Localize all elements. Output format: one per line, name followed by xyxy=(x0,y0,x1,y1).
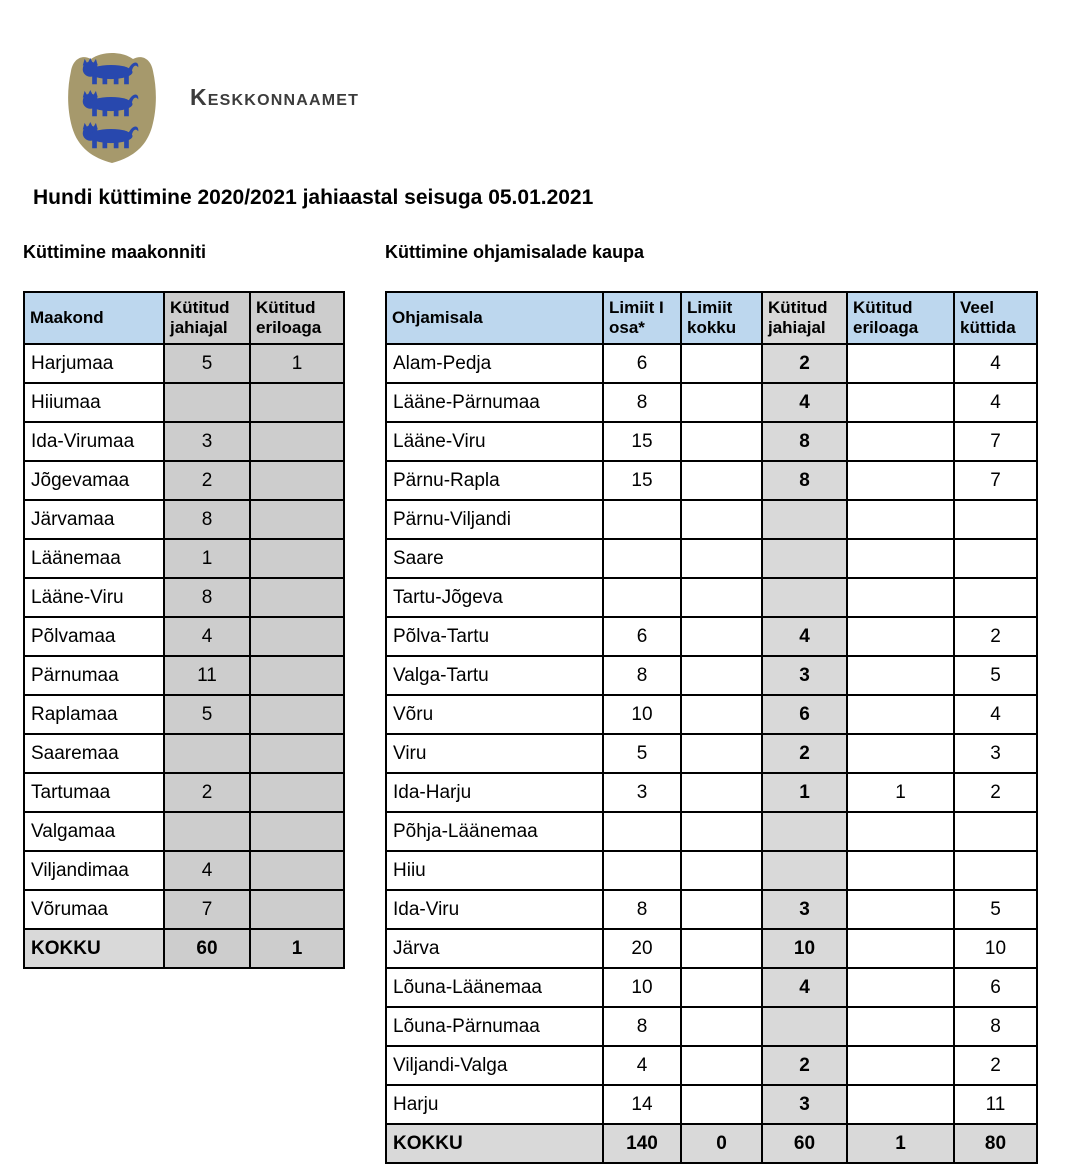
area-row xyxy=(386,500,1037,539)
area-table-heading: Küttimine ohjamisalade kaupa xyxy=(385,242,645,262)
county-total-label: KOKKU xyxy=(24,929,164,968)
area-limiit-i-cell xyxy=(603,851,681,890)
area-limiit-i-cell: 10 xyxy=(603,695,681,734)
area-eriloaga-cell xyxy=(847,344,954,383)
area-total-veel-kuttida: 80 xyxy=(954,1124,1037,1163)
area-veel-kuttida-cell xyxy=(954,539,1037,578)
area-limiit-kokku-cell xyxy=(681,656,762,695)
area-row xyxy=(386,461,1037,500)
area-veel-kuttida-cell: 3 xyxy=(954,734,1037,773)
county-row xyxy=(24,461,344,500)
area-limiit-kokku-cell xyxy=(681,812,762,851)
area-limiit-i-cell xyxy=(603,500,681,539)
area-row xyxy=(386,890,1037,929)
area-limiit-i-cell: 8 xyxy=(603,656,681,695)
area-limiit-i-cell xyxy=(603,812,681,851)
county-row xyxy=(24,344,344,383)
area-eriloaga-cell xyxy=(847,812,954,851)
area-limiit-i-cell: 15 xyxy=(603,422,681,461)
area-name-cell: Hiiu xyxy=(386,851,603,890)
area-limiit-kokku-cell xyxy=(681,773,762,812)
area-limiit-i-cell: 8 xyxy=(603,890,681,929)
county-name-cell: Põlvamaa xyxy=(24,617,164,656)
area-limiit-i-cell: 6 xyxy=(603,617,681,656)
area-veel-kuttida-cell: 2 xyxy=(954,773,1037,812)
area-limiit-kokku-cell xyxy=(681,1007,762,1046)
area-limiit-kokku-cell xyxy=(681,344,762,383)
county-total-eriloaga: 1 xyxy=(250,929,344,968)
area-row xyxy=(386,695,1037,734)
county-jahiajal-cell: 4 xyxy=(164,617,250,656)
area-row xyxy=(386,812,1037,851)
area-row xyxy=(386,539,1037,578)
area-eriloaga-cell xyxy=(847,1007,954,1046)
area-veel-kuttida-cell xyxy=(954,851,1037,890)
area-limiit-i-cell: 5 xyxy=(603,734,681,773)
area-veel-kuttida-cell: 5 xyxy=(954,890,1037,929)
area-limiit-kokku-cell xyxy=(681,461,762,500)
area-limiit-kokku-cell xyxy=(681,617,762,656)
area-jahiajal-cell: 3 xyxy=(762,890,847,929)
area-name-cell: Harju xyxy=(386,1085,603,1124)
county-name-cell: Tartumaa xyxy=(24,773,164,812)
area-row xyxy=(386,968,1037,1007)
area-row xyxy=(386,344,1037,383)
county-name-cell: Ida-Virumaa xyxy=(24,422,164,461)
column-header-kutitud-jahiajal: Kütitud jahiajal xyxy=(762,292,847,344)
area-jahiajal-cell xyxy=(762,500,847,539)
area-jahiajal-cell: 8 xyxy=(762,461,847,500)
county-eriloaga-cell: 1 xyxy=(250,344,344,383)
county-name-cell: Valgamaa xyxy=(24,812,164,851)
county-name-cell: Lääne-Viru xyxy=(24,578,164,617)
county-jahiajal-cell: 2 xyxy=(164,773,250,812)
area-total-limiit-kokku: 0 xyxy=(681,1124,762,1163)
county-header-row xyxy=(24,292,344,344)
area-limiit-kokku-cell xyxy=(681,929,762,968)
area-veel-kuttida-cell xyxy=(954,500,1037,539)
county-row xyxy=(24,578,344,617)
area-total-eriloaga: 1 xyxy=(847,1124,954,1163)
area-limiit-kokku-cell xyxy=(681,1046,762,1085)
area-total-jahiajal: 60 xyxy=(762,1124,847,1163)
area-row xyxy=(386,422,1037,461)
county-jahiajal-cell: 8 xyxy=(164,578,250,617)
area-eriloaga-cell xyxy=(847,1085,954,1124)
area-name-cell: Põlva-Tartu xyxy=(386,617,603,656)
area-eriloaga-cell xyxy=(847,851,954,890)
county-jahiajal-cell: 2 xyxy=(164,461,250,500)
area-row xyxy=(386,851,1037,890)
area-eriloaga-cell xyxy=(847,461,954,500)
column-header-ohjamisala: Ohjamisala xyxy=(386,292,603,344)
area-row xyxy=(386,929,1037,968)
area-limiit-kokku-cell xyxy=(681,890,762,929)
column-header-kutitud-eriloaga: Kütitud eriloaga xyxy=(847,292,954,344)
county-row xyxy=(24,656,344,695)
area-limiit-i-cell: 3 xyxy=(603,773,681,812)
county-jahiajal-cell: 11 xyxy=(164,656,250,695)
county-eriloaga-cell xyxy=(250,383,344,422)
area-veel-kuttida-cell: 8 xyxy=(954,1007,1037,1046)
area-eriloaga-cell xyxy=(847,500,954,539)
county-jahiajal-cell: 4 xyxy=(164,851,250,890)
org-name: Keskkonnaamet xyxy=(190,84,360,110)
area-name-cell: Lääne-Viru xyxy=(386,422,603,461)
county-eriloaga-cell xyxy=(250,734,344,773)
county-jahiajal-cell: 7 xyxy=(164,890,250,929)
area-jahiajal-cell: 6 xyxy=(762,695,847,734)
area-row xyxy=(386,734,1037,773)
area-jahiajal-cell xyxy=(762,851,847,890)
area-limiit-i-cell xyxy=(603,578,681,617)
area-name-cell: Ida-Harju xyxy=(386,773,603,812)
county-jahiajal-cell: 5 xyxy=(164,695,250,734)
county-name-cell: Pärnumaa xyxy=(24,656,164,695)
column-header-veel-kuttida: Veel küttida xyxy=(954,292,1037,344)
area-limiit-i-cell: 8 xyxy=(603,383,681,422)
county-row xyxy=(24,851,344,890)
area-limiit-i-cell xyxy=(603,539,681,578)
county-name-cell: Võrumaa xyxy=(24,890,164,929)
county-row xyxy=(24,617,344,656)
area-name-cell: Valga-Tartu xyxy=(386,656,603,695)
county-eriloaga-cell xyxy=(250,500,344,539)
area-name-cell: Pärnu-Rapla xyxy=(386,461,603,500)
area-limiit-kokku-cell xyxy=(681,383,762,422)
area-limiit-kokku-cell xyxy=(681,968,762,1007)
area-total-limiit-i: 140 xyxy=(603,1124,681,1163)
column-header-kutitud-eriloaga: Kütitud eriloaga xyxy=(250,292,344,344)
county-name-cell: Jõgevamaa xyxy=(24,461,164,500)
area-veel-kuttida-cell: 4 xyxy=(954,344,1037,383)
area-jahiajal-cell: 4 xyxy=(762,617,847,656)
area-veel-kuttida-cell: 5 xyxy=(954,656,1037,695)
area-name-cell: Lõuna-Läänemaa xyxy=(386,968,603,1007)
area-eriloaga-cell xyxy=(847,539,954,578)
county-eriloaga-cell xyxy=(250,422,344,461)
area-jahiajal-cell xyxy=(762,578,847,617)
county-row xyxy=(24,500,344,539)
county-row xyxy=(24,734,344,773)
area-veel-kuttida-cell: 4 xyxy=(954,695,1037,734)
area-veel-kuttida-cell xyxy=(954,812,1037,851)
area-jahiajal-cell: 2 xyxy=(762,734,847,773)
column-header-maakond: Maakond xyxy=(24,292,164,344)
area-limiit-kokku-cell xyxy=(681,851,762,890)
area-limiit-i-cell: 8 xyxy=(603,1007,681,1046)
county-jahiajal-cell xyxy=(164,383,250,422)
area-veel-kuttida-cell: 4 xyxy=(954,383,1037,422)
area-jahiajal-cell: 3 xyxy=(762,1085,847,1124)
area-limiit-kokku-cell xyxy=(681,1085,762,1124)
county-row xyxy=(24,890,344,929)
area-header-row xyxy=(386,292,1037,344)
area-limiit-i-cell: 15 xyxy=(603,461,681,500)
area-eriloaga-cell xyxy=(847,422,954,461)
county-table-heading: Küttimine maakonniti xyxy=(23,242,207,262)
county-row xyxy=(24,383,344,422)
area-veel-kuttida-cell: 2 xyxy=(954,1046,1037,1085)
county-eriloaga-cell xyxy=(250,539,344,578)
county-eriloaga-cell xyxy=(250,773,344,812)
county-jahiajal-cell: 5 xyxy=(164,344,250,383)
area-limiit-kokku-cell xyxy=(681,422,762,461)
county-total-row xyxy=(24,929,344,968)
county-name-cell: Raplamaa xyxy=(24,695,164,734)
county-eriloaga-cell xyxy=(250,890,344,929)
area-limiit-i-cell: 6 xyxy=(603,344,681,383)
county-row xyxy=(24,695,344,734)
area-veel-kuttida-cell: 7 xyxy=(954,422,1037,461)
area-limiit-kokku-cell xyxy=(681,539,762,578)
area-name-cell: Lõuna-Pärnumaa xyxy=(386,1007,603,1046)
county-eriloaga-cell xyxy=(250,578,344,617)
area-limiit-i-cell: 10 xyxy=(603,968,681,1007)
area-name-cell: Viljandi-Valga xyxy=(386,1046,603,1085)
coat-of-arms-icon xyxy=(62,47,162,165)
area-eriloaga-cell xyxy=(847,695,954,734)
area-jahiajal-cell: 1 xyxy=(762,773,847,812)
county-name-cell: Viljandimaa xyxy=(24,851,164,890)
column-header-limiit-i-osa: Limiit I osa* xyxy=(603,292,681,344)
area-eriloaga-cell xyxy=(847,968,954,1007)
area-limiit-i-cell: 20 xyxy=(603,929,681,968)
county-eriloaga-cell xyxy=(250,851,344,890)
area-eriloaga-cell xyxy=(847,890,954,929)
area-name-cell: Põhja-Läänemaa xyxy=(386,812,603,851)
area-jahiajal-cell xyxy=(762,539,847,578)
area-name-cell: Alam-Pedja xyxy=(386,344,603,383)
county-row xyxy=(24,422,344,461)
county-name-cell: Saaremaa xyxy=(24,734,164,773)
county-eriloaga-cell xyxy=(250,461,344,500)
area-jahiajal-cell: 3 xyxy=(762,656,847,695)
management-area-table xyxy=(385,291,1038,1164)
county-row xyxy=(24,539,344,578)
area-jahiajal-cell: 4 xyxy=(762,383,847,422)
area-veel-kuttida-cell: 11 xyxy=(954,1085,1037,1124)
area-row xyxy=(386,383,1037,422)
area-name-cell: Võru xyxy=(386,695,603,734)
area-jahiajal-cell xyxy=(762,812,847,851)
area-eriloaga-cell: 1 xyxy=(847,773,954,812)
area-name-cell: Tartu-Jõgeva xyxy=(386,578,603,617)
area-eriloaga-cell xyxy=(847,383,954,422)
area-jahiajal-cell: 4 xyxy=(762,968,847,1007)
area-name-cell: Ida-Viru xyxy=(386,890,603,929)
county-eriloaga-cell xyxy=(250,617,344,656)
county-eriloaga-cell xyxy=(250,656,344,695)
county-row xyxy=(24,812,344,851)
area-veel-kuttida-cell: 7 xyxy=(954,461,1037,500)
county-table xyxy=(23,291,345,969)
county-eriloaga-cell xyxy=(250,812,344,851)
county-eriloaga-cell xyxy=(250,695,344,734)
column-header-limiit-kokku: Limiit kokku xyxy=(681,292,762,344)
area-name-cell: Saare xyxy=(386,539,603,578)
area-row xyxy=(386,578,1037,617)
area-eriloaga-cell xyxy=(847,1046,954,1085)
area-jahiajal-cell xyxy=(762,1007,847,1046)
county-jahiajal-cell xyxy=(164,812,250,851)
area-limiit-kokku-cell xyxy=(681,734,762,773)
county-name-cell: Läänemaa xyxy=(24,539,164,578)
area-jahiajal-cell: 2 xyxy=(762,344,847,383)
area-veel-kuttida-cell: 2 xyxy=(954,617,1037,656)
county-jahiajal-cell xyxy=(164,734,250,773)
area-row xyxy=(386,1046,1037,1085)
county-row xyxy=(24,773,344,812)
area-veel-kuttida-cell xyxy=(954,578,1037,617)
column-header-kutitud-jahiajal: Kütitud jahiajal xyxy=(164,292,250,344)
county-jahiajal-cell: 8 xyxy=(164,500,250,539)
area-limiit-kokku-cell xyxy=(681,695,762,734)
area-name-cell: Viru xyxy=(386,734,603,773)
page-title: Hundi küttimine 2020/2021 jahiaastal seisuga 05.01.2021 xyxy=(33,186,594,209)
area-row xyxy=(386,617,1037,656)
area-row xyxy=(386,773,1037,812)
county-name-cell: Hiiumaa xyxy=(24,383,164,422)
county-name-cell: Järvamaa xyxy=(24,500,164,539)
area-total-label: KOKKU xyxy=(386,1124,603,1163)
area-jahiajal-cell: 2 xyxy=(762,1046,847,1085)
area-eriloaga-cell xyxy=(847,578,954,617)
area-name-cell: Pärnu-Viljandi xyxy=(386,500,603,539)
county-name-cell: Harjumaa xyxy=(24,344,164,383)
area-row xyxy=(386,1007,1037,1046)
area-row xyxy=(386,656,1037,695)
area-limiit-i-cell: 14 xyxy=(603,1085,681,1124)
area-limiit-i-cell: 4 xyxy=(603,1046,681,1085)
area-veel-kuttida-cell: 10 xyxy=(954,929,1037,968)
area-veel-kuttida-cell: 6 xyxy=(954,968,1037,1007)
county-jahiajal-cell: 1 xyxy=(164,539,250,578)
county-jahiajal-cell: 3 xyxy=(164,422,250,461)
area-name-cell: Lääne-Pärnumaa xyxy=(386,383,603,422)
area-name-cell: Järva xyxy=(386,929,603,968)
area-eriloaga-cell xyxy=(847,734,954,773)
county-total-jahiajal: 60 xyxy=(164,929,250,968)
area-eriloaga-cell xyxy=(847,617,954,656)
area-eriloaga-cell xyxy=(847,656,954,695)
area-eriloaga-cell xyxy=(847,929,954,968)
area-total-row xyxy=(386,1124,1037,1163)
area-limiit-kokku-cell xyxy=(681,500,762,539)
area-jahiajal-cell: 10 xyxy=(762,929,847,968)
area-jahiajal-cell: 8 xyxy=(762,422,847,461)
area-limiit-kokku-cell xyxy=(681,578,762,617)
area-row xyxy=(386,1085,1037,1124)
